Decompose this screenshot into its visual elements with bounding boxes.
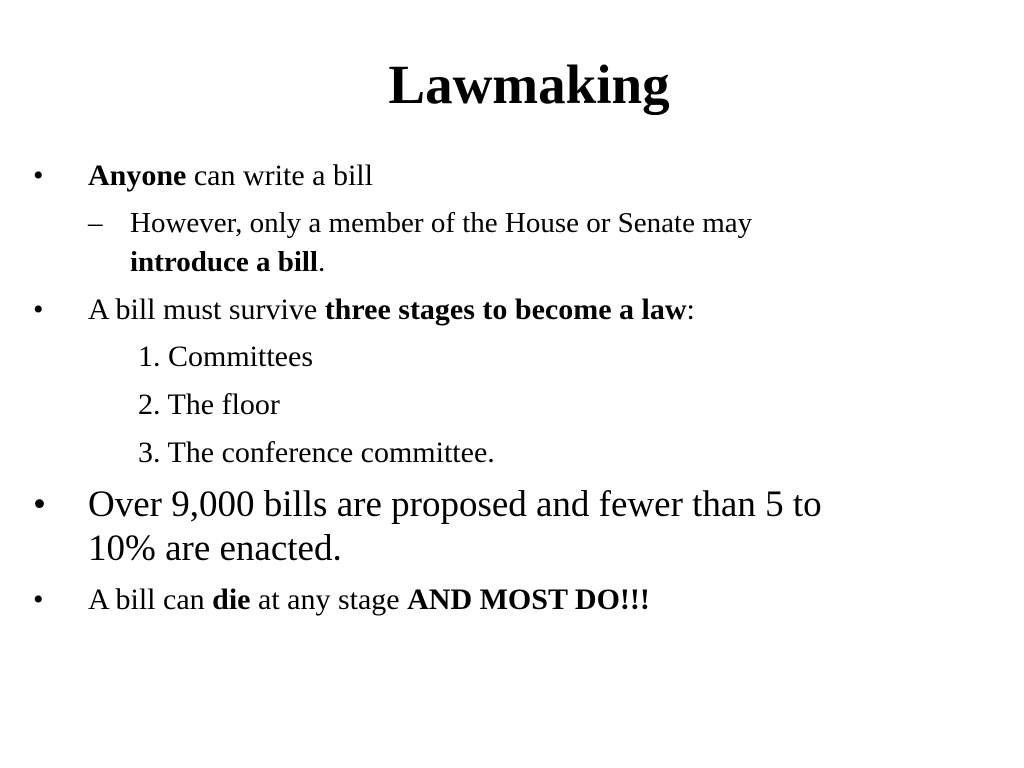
sub-bullet-line1: However, only a member of the House or Senate may <box>130 207 753 239</box>
step-item <box>0 435 1024 475</box>
sub-bullet-line2 <box>0 244 1024 284</box>
bullet-three-stages-end: : <box>686 293 695 326</box>
sub-bullet-line2-rest: . <box>318 246 326 278</box>
bullet-anyone <box>0 158 1024 198</box>
bullet-three-stages <box>0 292 1024 332</box>
bullet-anyone-rest: can write a bill <box>186 159 373 192</box>
bullet-can-die-plain2: at any stage <box>250 583 408 616</box>
bullet-icon: • <box>33 583 44 616</box>
bold-die: die <box>212 583 251 616</box>
bullet-over-9000-line2: 10% are enacted. <box>88 528 342 569</box>
sub-bullet-introduce <box>0 205 1024 245</box>
bold-and-most-do: AND MOST DO!!! <box>407 583 650 616</box>
step-the-floor: 2. The floor <box>138 388 280 421</box>
bullet-icon: • <box>33 159 44 192</box>
bold-anyone: Anyone <box>88 159 187 192</box>
dash-icon: – <box>88 207 103 239</box>
step-committees: 1. Committees <box>138 340 313 373</box>
step-item <box>0 387 1024 427</box>
bullet-icon: • <box>33 293 44 326</box>
bullet-over-9000-line1: Over 9,000 bills are proposed and fewer than 5 to <box>88 484 822 525</box>
bold-three-stages: three stages to become a law <box>324 293 687 326</box>
bullet-over-9000 <box>0 483 1024 529</box>
slide-title: Lawmaking <box>388 54 670 115</box>
bullet-can-die <box>0 582 1024 622</box>
step-conference-committee: 3. The conference committee. <box>138 436 495 469</box>
bullet-three-stages-plain: A bill must survive <box>88 293 325 326</box>
step-item <box>0 339 1024 379</box>
bullet-icon: • <box>33 484 46 525</box>
bullet-over-9000-line2-row <box>0 527 1024 573</box>
bullet-can-die-plain1: A bill can <box>88 583 213 616</box>
bold-introduce-a-bill: introduce a bill <box>130 246 318 278</box>
